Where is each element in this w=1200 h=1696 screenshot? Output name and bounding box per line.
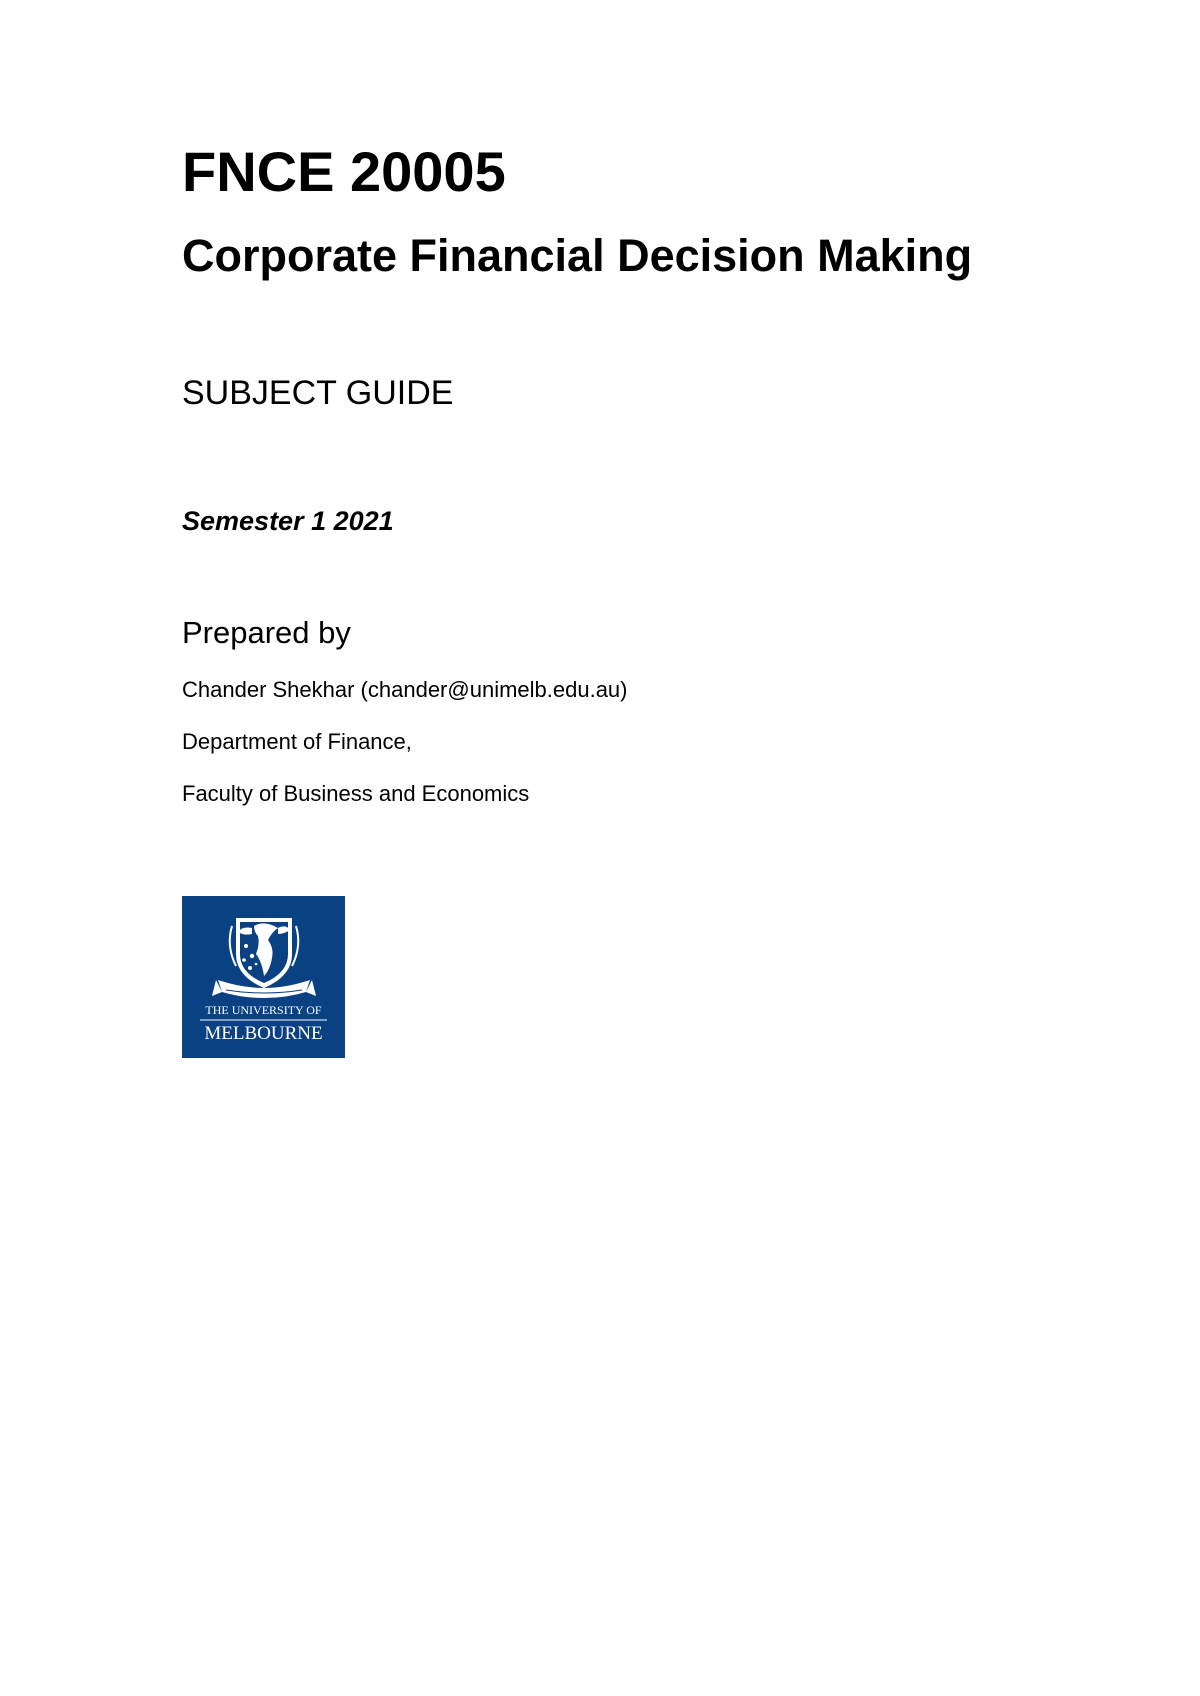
prepared-by-heading: Prepared by <box>182 615 351 650</box>
university-crest-icon <box>182 896 345 1058</box>
course-code: FNCE 20005 <box>182 140 506 203</box>
course-title: Corporate Financial Decision Making <box>182 230 973 281</box>
author-department: Department of Finance, <box>182 729 412 754</box>
author-contact: Chander Shekhar (chander@unimelb.edu.au) <box>182 677 628 702</box>
university-logo <box>182 896 345 1058</box>
logo-text-line2: MELBOURNE <box>204 1023 323 1044</box>
document-type: SUBJECT GUIDE <box>182 374 454 412</box>
semester-label: Semester 1 2021 <box>182 506 394 536</box>
author-faculty: Faculty of Business and Economics <box>182 781 530 806</box>
logo-text-line1: THE UNIVERSITY OF <box>205 1003 322 1017</box>
